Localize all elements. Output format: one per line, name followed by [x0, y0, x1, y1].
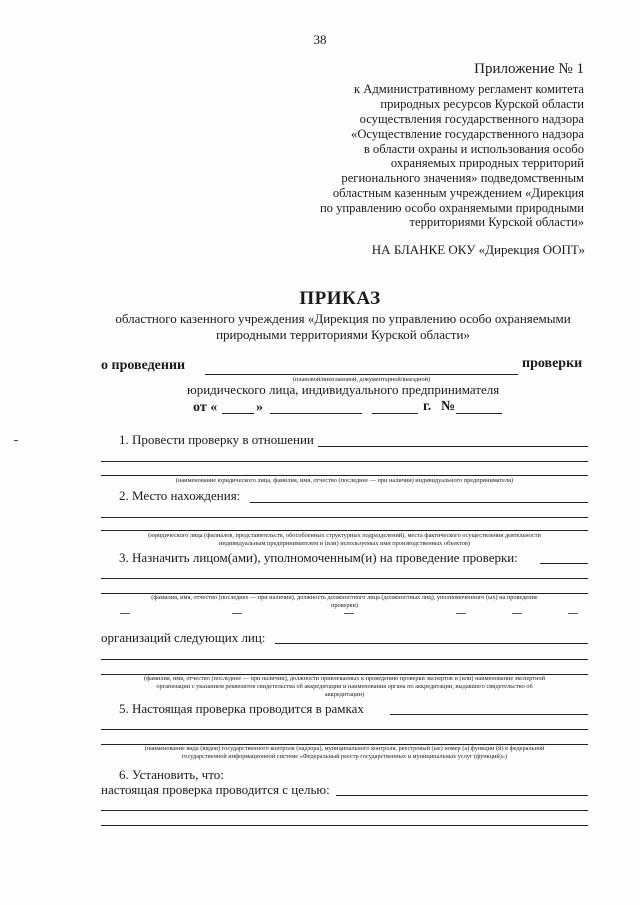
letterhead-note: НА БЛАНКЕ ОКУ «Дирекция ООПТ»: [371, 242, 585, 257]
appendix-line: к Административному регламент комитета: [354, 82, 584, 96]
item-6-field-line[interactable]: [101, 825, 588, 826]
date-month-field[interactable]: [270, 413, 362, 414]
item-3-field[interactable]: [540, 563, 588, 564]
item-6-field[interactable]: [336, 795, 588, 796]
item-4-label: организаций следующих лиц:: [101, 630, 266, 645]
dash-mark: [344, 613, 354, 614]
item-4-caption-line: аккредитации): [324, 691, 365, 698]
date-open-label: от «: [193, 400, 218, 415]
appendix-line: областным казенным учреждением «Дирекция: [332, 186, 584, 200]
about-label: о проведении: [101, 358, 186, 373]
item-5-caption-line: государственной информационной системе «Федеральный реестр государственных и муниципальных услуг (функций)»): [181, 753, 508, 760]
item-4-field[interactable]: [275, 643, 588, 644]
item-2-field-line[interactable]: [101, 530, 588, 531]
item-2-field[interactable]: [250, 502, 588, 503]
item-1-caption: (наименование юридического лица, фамилия, имя, отчество (последнее — при наличии) индивидуального предпринимателя): [175, 477, 514, 484]
appendix-title: Приложение № 1: [474, 61, 584, 77]
item-1-field-line[interactable]: [101, 475, 588, 476]
item-1-label: 1. Провести проверку в отношении: [119, 432, 314, 447]
item-5-field[interactable]: [390, 714, 588, 715]
inspection-label: проверки: [522, 356, 583, 371]
appendix-line: в области охраны и использования особо: [363, 142, 584, 156]
item-6-field-line[interactable]: [101, 810, 588, 811]
dash-mark: [568, 613, 578, 614]
appendix-line: природных ресурсов Курской области: [380, 97, 584, 111]
order-subtitle-line: природными территориями Курской области»: [216, 327, 470, 342]
item-5-label: 5. Настоящая проверка проводится в рамках: [119, 701, 364, 716]
dash-mark: [232, 613, 242, 614]
dash-mark: [456, 613, 466, 614]
appendix-line: территориями Курской области»: [409, 215, 584, 229]
item-4-field-line[interactable]: [101, 659, 588, 660]
page-number: 38: [313, 32, 327, 47]
item-5-caption-line: (наименование вида (видов) государственного контроля (надзора), муниципального контроля, реестровый (ые) номер (а) функции (й) в федеральной: [144, 745, 545, 752]
dash-mark: [512, 613, 522, 614]
item-3-caption-line: (фамилия, имя, отчество (последнее — при наличии), должность должностного лица (должностных лиц), уполномоченного (ых) на проведение: [151, 594, 538, 601]
item-5-field-line[interactable]: [101, 729, 588, 730]
date-close-quote: »: [256, 400, 263, 415]
date-year-field[interactable]: [372, 413, 418, 414]
order-title: ПРИКАЗ: [299, 288, 381, 309]
item-6-label: 6. Установить, что:: [119, 767, 224, 782]
appendix-line: «Осуществление государственного надзора: [351, 127, 584, 141]
appendix-line: осуществления государственного надзора: [359, 112, 584, 126]
item-3-field-line[interactable]: [101, 578, 588, 579]
margin-mark: [14, 440, 18, 441]
date-day-field[interactable]: [222, 413, 254, 414]
appendix-line: охраняемых природных территорий: [390, 156, 584, 170]
item-3-caption-line: проверки): [330, 602, 359, 609]
item-2-caption-line: индивидуальным предпринимателем и (или) используемых ими производственных объектов): [219, 540, 470, 547]
order-number-field[interactable]: [456, 413, 502, 414]
year-label: г.: [423, 399, 432, 414]
item-1-field[interactable]: [318, 446, 588, 447]
item-3-label: 3. Назначить лицом(ами), уполномоченным(и) на проведение проверки:: [119, 550, 518, 565]
item-2-field-line[interactable]: [101, 517, 588, 518]
inspection-type-field[interactable]: [205, 374, 518, 375]
item-6-sublabel: настоящая проверка проводится с целью:: [101, 782, 330, 797]
subject-line: юридического лица, индивидуального предпринимателя: [187, 382, 500, 397]
item-4-caption-line: (фамилия, имя, отчество (последнее — при наличии), должности привлекаемых к проведению проверки экспертов и (или) наименование экспертной: [144, 675, 545, 682]
item-4-caption-line: организации с указанием реквизитов свидетельства об аккредитации и наименования органа по аккредитации, выдавшего свидетельство об: [156, 683, 533, 690]
inspection-type-caption: (плановой/внеплановой, документарной/выездной): [292, 376, 431, 383]
order-subtitle-line: областного казенного учреждения «Дирекция по управлению особо охраняемыми: [115, 311, 571, 326]
appendix-line: по управлению особо охраняемыми природными: [319, 201, 584, 215]
item-2-caption-line: (юридического лица (филиалов, представительств, обособленных структурных подразделений), места фактического осуществления деятельности: [148, 532, 541, 539]
item-2-label: 2. Место нахождения:: [119, 488, 241, 503]
appendix-line: регионального значения» подведомственным: [341, 171, 584, 185]
dash-mark: [120, 613, 130, 614]
item-1-field-line[interactable]: [101, 461, 588, 462]
number-label: №: [441, 399, 456, 414]
